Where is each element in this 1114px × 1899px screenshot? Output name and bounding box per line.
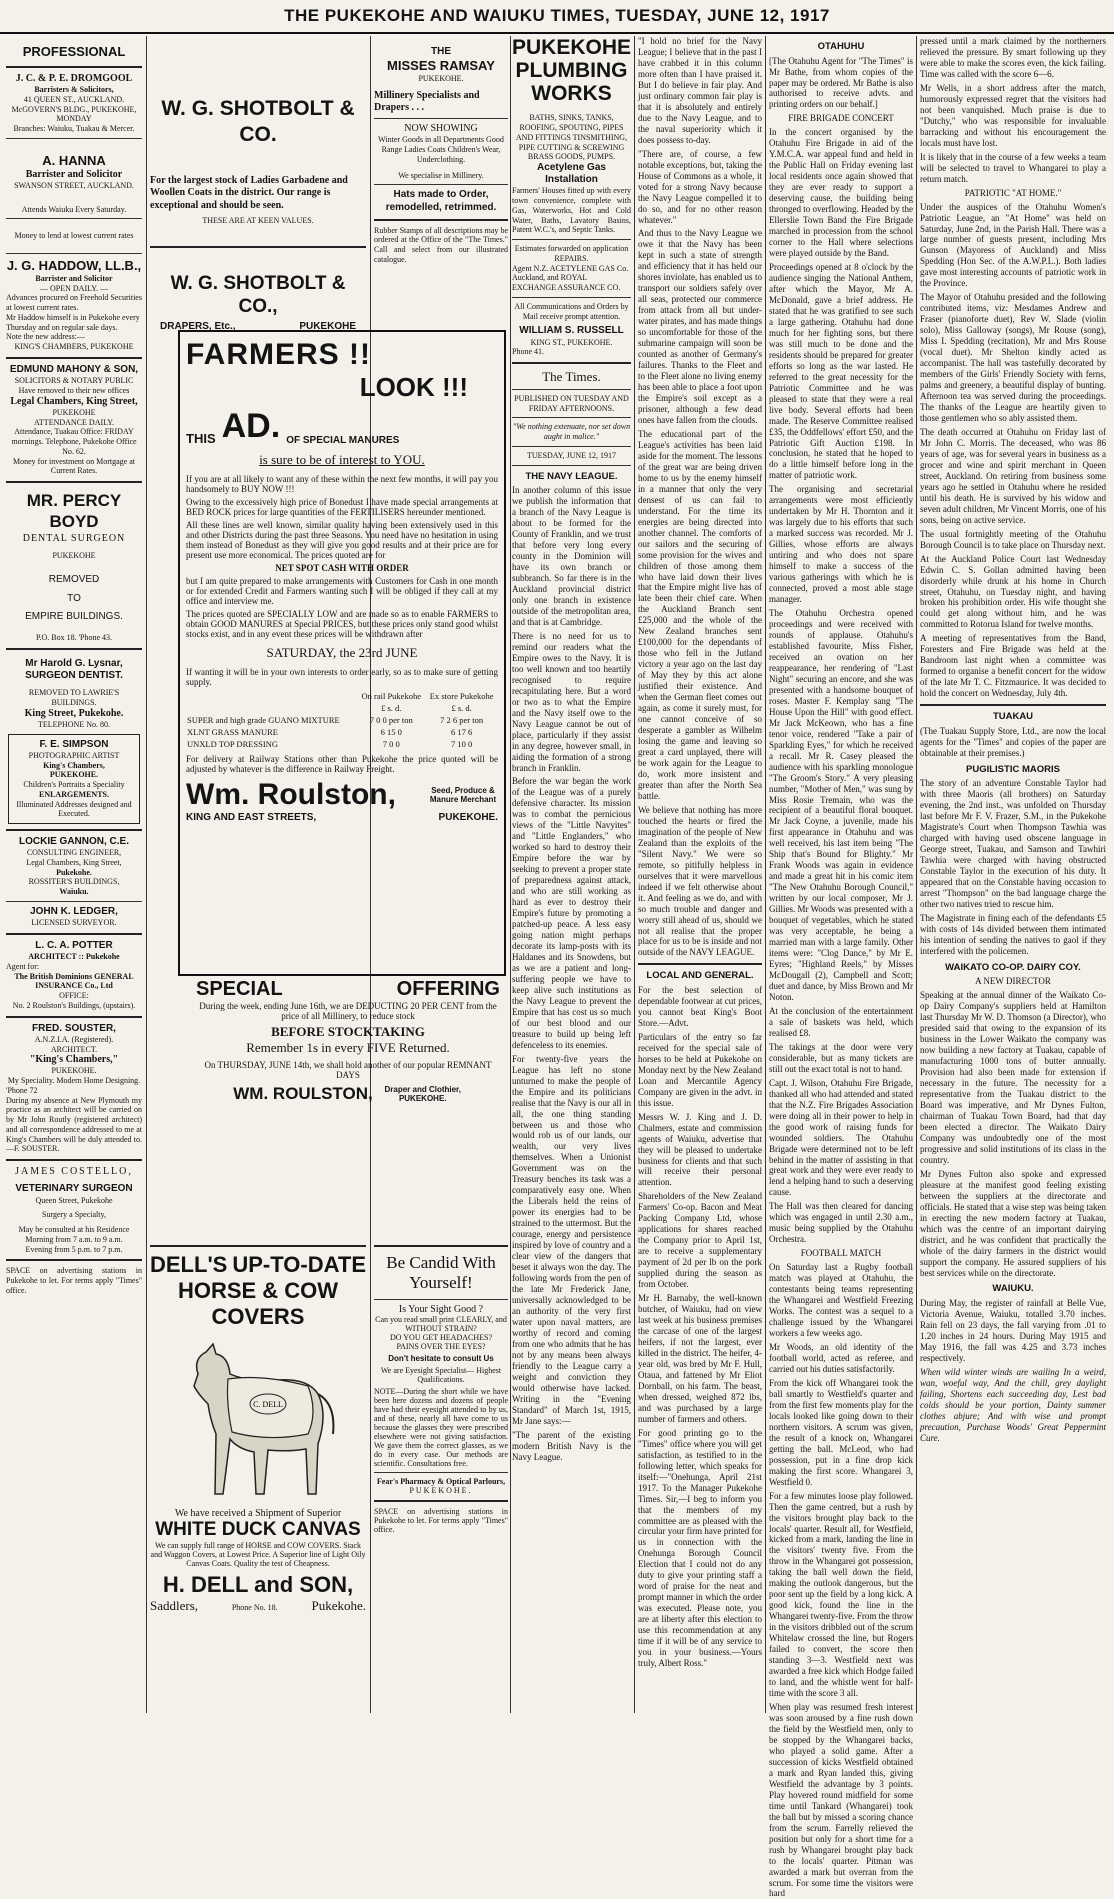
plumbing-editorial-column: PUKEKOHE PLUMBING WORKS BATHS, SINKS, TANKS, ROOFING, SPOUTING, PIPES AND FITTINGS TINSMITHING, PIPE CUTTING & SCREWING BRASS GOODS, PUMPS. Acetylene Gas Installation Farmers' Houses fitted up with every town convenience, complete with Gas, Waterworks, Hot and Cold Water, Baths, Lavatory Basins, Patent W.C.'s, and Septic Tanks. Estimates forwarded on application REPAIRS. Agent N.Z. ACETYLENE GAS Co. Auckland, and ROYAL EXCHANGE ASSURANCE CO. All Communications and Orders by Mail receive prompt attention. WILLIAM S. RUSSELL KING ST., PUKEKOHE. Phone 41. The Times. PUBLISHED ON TUESDAY AND FRIDAY AFTERNOONS. "We nothing extenuate, nor set down aught in malice." TUESDAY, JUNE 12, 1917 THE NAVY LEAGUE. In another column of this issue we publish the information that a branch of the Navy League is about to be formed for the County of Franklin, and we trust that before very long every county in the Dominion will have its own branch or subbranch. So far there is in the Auckland provincial district only one branch in existence outside of the metropolitan area, and that is at Cambridge. There is no need for us to remind our readers what the Empire owes to the Navy. It is too well known and too heartily recognised to require recapitulating here. But a word or two as to what the Empire and the Navy itself owe to the Navy League cannot be out of place, particularly if they assist in any degree, however small, in aiding the formation of a strong branch in Franklin. Before the war began the work of the League was of a purely defensive character. Its mission was to combat the pernicious views of the "Little Navyites" and "Little Englanders," who worked so hard to destroy their Empire before the war by seeking to prevent a proper state of preparedness against attack, and who are still working as hard as ever to destroy their Empire's future by promoting a patched-up peace. A less easy going nation might perhaps decorate its lamp-posts with its Haldanes and its Snowdens, but as we are a patient and long-suffering people we have to keep alive such institutions as the Navy League to prevent the Empire that has cost us so much of our best blood and our treasure to build up being left defenceless to its enemies. For twenty-five years the League has left no stone unturned to make the people of the Empire and its politicians realise that the Navy is our all in all, the one thing standing between us and those who would rob us of our lands, our wealth, our very lives themselves. When a Unionist Government was on the Treasury benches its task was a comparatively easy one. When the Liberals held the reins of power its energies had to be strained to the uttermost. But the courage, energy and persistence inspired by love of country and a clear view of the dangers that beset it always won the day. The following words from the pen of the late Mr Frederick Jane, universally acknowledged to be an authority of the very first water upon naval matters, are worthy of record and coming from one who admits that he has not by any means been always friendly to the League carry a weight and conviction they would otherwise have lacked. Writing in the "Evening Standard" of March 1st, 1915, Mr Jane says:— "The parent of the existing modern British Navy is the Navy League. bbox=[512, 36, 632, 1462]
ad-lysnar: Mr Harold G. Lysnar, SURGEON DENTIST. REMOVED TO LAWRIE'S BUILDINGS. King Street, Pukekohe. TELEPHONE No. 80. bbox=[24, 657, 124, 729]
section-header: PROFESSIONAL bbox=[22, 44, 126, 59]
ad-hanna: A. HANNA Barrister and Solicitor SWANSON STREET, AUCKLAND. Attends Waiuku Every Saturday. bbox=[14, 152, 134, 214]
local-general-heading: LOCAL AND GENERAL. bbox=[646, 970, 754, 982]
horse-illustration bbox=[168, 1334, 348, 1504]
ad-costello: JAMES COSTELLO, VETERINARY SURGEON Queen Street, Pukekohe Surgery a Specialty, May be consulted at his Residence Morning from 7 a.m. to 9 a.m. Evening from 5 p.m. to 7 p.m. bbox=[15, 1166, 133, 1254]
manure-price-table: On rail Pukekohe Ex store Pukekohe £ s. d. £ s. d. SUPER and high grade GUANO MIXTURE 7 0 0 per ton 7 2 6 per ton XLNT GRASS MANURE 6 15 0 6 17 6 UNXLD TOP DRESSING 7 0 0 7 10 0 bbox=[186, 690, 498, 750]
shotbolt-ads: W. G. SHOTBOLT & CO. For the largest stock of Ladies Garbadene and Woollen Coats in the district. Our range is exceptional and should be seen. THESE ARE AT KEEN VALUES. W. G. SHOTBOLT & CO., DRAPERS, Etc., PUKEKOHE bbox=[150, 36, 366, 326]
the-times-heading: The Times. bbox=[542, 369, 601, 385]
shotbolt-copy: For the largest stock of Ladies Garbadene and Woollen Coats in the district. Our range is exceptional and should be seen. bbox=[150, 175, 348, 211]
professional-column bbox=[6, 36, 142, 1713]
ad-simpson: F. E. SIMPSON PHOTOGRAPHIC ARTIST King's Chambers, PUKEKOHE. Children's Portraits a Speciality ENLARGEMENTS. Illuminated Addresses designed and Executed. bbox=[8, 734, 140, 824]
ad-mahony: EDMUND MAHONY & SON, SOLICITORS & NOTARY PUBLIC Have removed to their new offices Legal Chambers, King Street, PUKEKOHE ATTENDANCE DAILY. Attendance, Tuakau Office: FRIDAY mornings. Telephone, Pukekohe Office No. 62. Money for investment on Mortgage at Current Rates. bbox=[9, 363, 139, 476]
rubber-stamps-notice: Rubber Stamps of all descriptions may be ordered at the Office of the "The Times." Call and select from our illustrated catalogue. bbox=[374, 225, 508, 264]
farmers-ad: FARMERS !! LOOK !!! THIS AD. OF SPECIAL MANURES is sure to be of interest to YOU. If you are at all likely to want any of these within the next few months, it will pay you handsomely to BUY NOW !!! Owing to the excessively high price of Bonedust I have made special arrangements at BED ROCK prices for large quantities of the FERTILISERS hereunder mentioned. All these lines are well known, similar quality having been extensively used in this and other Districts during the past three Seasons. You need have no hesitation in using them instead of Bonedust as they will give you good results and at their price are for present use more economical. The prices quoted are for NET SPOT CASH WITH ORDER but I am quite prepared to make arrangements with Customers for Cash in one month or for extended Credit and Farmers wanting such I will be obliged if they call at my office and interview me. The prices quoted are SPECIALLY LOW and are made so as to enable FARMERS to obtain GOOD MANURES at Special PRICES, but these prices only stand good whilst stocks exist, and in any event these prices will be withdrawn after SATURDAY, the 23rd JUNE If wanting it will be in your own interests to order early, so as to make sure of getting supply. On rail Pukekohe Ex store Pukekohe £ s. d. £ s. d. SUPER and high grade GUANO MIXTURE 7 0 0 per ton 7 2 6 per ton XLNT GRASS MANURE 6 15 0 6 17 6 UNXLD TOP DRESSING 7 0 0 7 10 0 For delivery at Railway Stations other than Pukekohe the price quoted will be adjusted by whatever is the difference in Railway Freight. Wm. Roulston, Seed, Produce & Manure Merchant KING AND EAST STREETS, PUKEKOHE. bbox=[178, 330, 506, 976]
column-rule bbox=[146, 36, 147, 1713]
ramsay-name: MISSES RAMSAY bbox=[387, 58, 495, 74]
special-offering-ad: SPECIAL OFFERING During the week, ending June 16th, we are DEDUCTING 20 PER CENT from the price of all Millinery, to reduce stock BEFORE STOCKTAKING Remember 1s in every FIVE Returned. On THURSDAY, JUNE 14th, we shall hold another of our popular REMNANT DAYS WM. ROULSTON, Draper and Clothier, PUKEKOHE. bbox=[196, 978, 500, 1103]
ad-gannon: LOCKIE GANNON, C.E. CONSULTING ENGINEER, Legal Chambers, King Street, Pukekohe. ROSSITER'S BUILDINGS, Waiuku. bbox=[18, 836, 129, 897]
money-notice: Money to lend at lowest current rates bbox=[14, 231, 134, 241]
otahuhu-column: OTAHUHU [The Otahuhu Agent for "The Times" is Mr Bathe, from whom copies of the paper may be ordered. Mr Bathe is also authorised to receive advts. and printing orders on our behalf.] FIRE BRIGADE CONCERT In the concert organised by the Otahuhu Fire Brigade in aid of the Y.M.C.A. war appeal fund and held in the Public Hall on Friday evening last local residents once again showed that they are ever ready to support a deserving cause, the building being thronged to overflowing. Headed by the Ellerslie Town Band the Fire Brigade marched in procession from the school corner to the Hall where selections were played outside by the Band. Proceedings opened at 8 o'clock by the audience singing the National Anthem, after which the Mayor, Mr A. McDonald, gave a brief address. He stated that he was gratified to see such a large gathering. Otahuhu had done much for her fighting sons, but there was still much to be done and the residents should be prepared for greater efforts so long as the war lasted. He referred to the great necessity for the Patriotic Committee and he was pleased to state that they were a real live body. Several efforts had been made. The Reserve Committee realised £35, the Oddfellows' effort £50, and the Patriotic Gift Auction £198. In conclusion, he stated that he hoped to do a little himself before long in the matter of patriotic work. The organising and secretarial arrangements were most efficiently undertaken by Mr H. Thornton and it was largely due to his efforts that such a marked success was recorded. Mr J. Gillies, whose efforts are always untiring and who does not spare himself to make a success of the various gatherings with which he is connected, proved a most able stage manager. The Otahuhu Orchestra opened proceedings and were received with rounds of applause. Otahuhu's established favourite, Miss Fisher, received an ovation on her reappearance, her rendering of "Last Night" securing an encore, and she was presented with a handsome bouquet of roses. Master F. Kemplay sang "The House Upon the Hill" with good effect. Mr Jack McKeown, who has a fine tenor voice, rendered "Take a pair of Sparkling Eyes," for which he received a recall. Mr R. Casey pleased the audience with his sparkling monologue "The Groom's Story." A very pleasing number, "Mother of Men," was sung by Miss Rosie Tremain, who was the recipient of a beautiful floral bouquet. Mr Jack Coyne, a juvenile, made his first appearance in Otahuhu and was well received, his last item being "The Ship that's Bound for Blighty." Mr Frank Woods was again in evidence and made a great hit in his comic item "The New Otahuhu Borough Council," written by our local composer, Mr J. Gillies. Mr Woods was presented with a bouquet of vegetables, which he stated was very acceptable, he being a married man with a large family. Other items were: "Clog Dance," by Mr E. Eyres; "Highland Reels," by Misses McDougall (2), Campbell and Scott; duet and dance, by Miss Brown and Mr Noton. At the conclusion of the entertainment a sale of baskets was held, which realised £8. The takings at the door were very considerable, but as many tickets are still out the exact total is not to hand. Capt. J. Wilson, Otahuhu Fire Brigade, thanked all who had attended and stated that the N.Z. Fire Brigades Association were doing all in their power to help in the good work of raising funds for wounded soldiers. The Otahuhu Brigade were determined not to be left behind in the matter of assisting in that great work and they were ever ready to lend a helping hand to such a deserving cause. The Hall was then cleared for dancing which was engaged in until 2.30 a.m., music being supplied by the Otahuhu Orchestra. FOOTBALL MATCH On Saturday last a Rugby football match was played at Otahuhu, the contestants being teams representing the Whangarei and Westfield Freezing Works. The contest was a sequel to a challenge issued by the Whangarei workers a few weeks ago. Mr Woods, an old identity of the football world, acted as referee, and carried out his duties satisfactorily. From the kick off Whangarei took the ball smartly to Westfield's quarter and from the first few moments play for the locals looked like going down to their northern visitors. A scrum was given, the result of a knock on, Whangarei getting the ball. McLeod, who had possession, put in a fine drop kick making the first score. Whangarei 3, Westfield 0. For a few minutes loose play followed. Then the game centred, but a rush by the visitors brought play back to the locals' quarter. Result all, for Westfield, kicked from a mark, landing the line in the visitors' twenty five. From the throw in the Whangarei got possession, taking the ball well down the field, making the outlook dangerous, but the poor sent up the field by a long kick. A good kick, found the line in the Whangarei twenty-five. From the throw in the visitors dribbled out of the scrum Whitelaw crossed the line, but Rogers failed to convert, the score then standing 3—3. Westfield next was awarded a free kick which Hodge failed to land, and the whistle went for half-time with the score 3 all. When play was resumed fresh interest was soon aroused by a fine rush down the field by the Westfield men, only to be stopped by the Whangarei backs, who played a solid game. After a succession of kicks Westfield obtained a mark and Ryan landed this, giving Westfield the advantage by 3 points. Play hovered round midfield for some time until Tankard (Whangarei) took the ball but by missed a scoring chance from the scrum. Farrelly relieved the position but only for a short time for a rush by Whangarei brought play back to the locals' quarter. Pitman was awarded a mark but overran from the scrum. For some time the visitors were hard bbox=[769, 41, 913, 1899]
ramsay-ads: THE MISSES RAMSAY PUKEKOHE. Millinery Specialists and Drapers . . . NOW SHOWING Winter Goods in all Departments Good Range Ladies Coats Children's Wear, Underclothing. We specialise in Millinery. Hats made to Order, remodelled, retrimmed. Rubber Stamps of all descriptions may be ordered at the Office of the "The Times." Call and select from our illustrated catalogue. bbox=[374, 46, 508, 264]
farmers-title: FARMERS !! bbox=[186, 338, 371, 371]
ad-ledger: JOHN K. LEDGER, LICENSED SURVEYOR. bbox=[30, 905, 118, 928]
table-row: XLNT GRASS MANURE 6 15 0 6 17 6 bbox=[187, 727, 473, 737]
column-rule bbox=[765, 36, 766, 1713]
editorial-local-column: "I hold no brief for the Navy League; I believe that in the past I have crabbed it in this column more often than I have praised it. But I do believe in fair play. And just ordinary common fair play is that it is absolutely and entirely due to the Navy League, and to the naval superiority which it does possess to-day. "There are, of course, a few notable exceptions, but, taking the House of Commons as a whole, it voted for a strong Navy because the Navy League compelled it to do so, and for no other reason whatever." And thus to the Navy League we owe it that the Navy has been kept in such a state of strength and efficiency that it has held our shores inviolate, has enabled us to transport our soldiers safely over all seas, protected our commerce from attack from all but under-water pirates, and has made things so uncomfortable for those of the submarine campaign will soon be counted as another of Germany's failures. Thanks to the Fleet and to the Fleet alone no living enemy has been able to place a foot upon the Empire's soil except as a prisoner, although a few dead ones have fallen from the clouds. The educational part of the League's activities has been laid aside for the moment. The lessons of the great war are being driven home to us by the enemy himself in a manner that only the very densest of us can fail to understand. For the time its energies are being directed into another channel. The comforts of our sailors and the securing of some provision for the wives and children of those among them who have laid down their lives that the Empire might live has of late been their chief care. When the Auckland Branch sent £25,000 and the whole of the New Zealand branches sent £100,000 for the dependants of those who fell in the Jutland victory a year ago on the last day of May they by this act alone justified their existence. And when the German fleet comes out again, as come it surely must, for one cannot conceive of so desperate a gambler as Wilhelm losing the game and leaving so great a card unplayed, there will be work again for the League to do, work more insistent and greater than after the North Sea battle. We believe that nothing has more touched the hearts or fired the imagination of the people of New Zealand than the exploits of the "Silent Navy." We were so remote, so pitifully helpless in ourselves that it were marvellous indeed if we felt otherwise about it. And feeling as we do, and with so much trouble and danger and worry still ahead of us, should we not all realise that the proper place for us to be is inside and not outside of the NAVY LEAGUE. LOCAL AND GENERAL. For the best selection of dependable footwear at cut prices, you cannot beat King's Boot Store.—Advt. Particulars of the entry so far received for the special sale of horses to be held at Pukekohe on Monday next by the New Zealand Loan and Mercantile Agency Company are given in the advt. in this issue. Messrs W. J. King and J. D. Chalmers, estate and commission agents of Waiuku, advertise that they will be pleased to undertake business for clients and that such will receive their personal attention. Shareholders of the New Zealand Farmers' Co-op. Bacon and Meat Packing Company Ltd, whose applications for shares reached the Company prior to April 1st, are to receive a supplementary payment of 2d per lb on the pork supplied during the season as from October. Mr H. Barnaby, the well-known butcher, of Waiuku, had on view last week at his business premises the carcase of one of the largest heifers, if not the largest, ever killed in the district. The heifer, 4-year old, was bred by Mr F. Hull, Otaua, and fattened by Mr Eliot Dornball, on his farm. The beast, when dressed, weighed 872 lbs, and was purchased by a large number of farmers and others. For good printing go to the "Times" office where you will get satisfaction, as testified to in the following letter, which speaks for itself:—"Onehunga, April 21st 1917. To the Manager Pukekohe Times. Sir,—I beg to inform you that the members of my committee are as pleased with the circular your firm have printed for us in connection with the Onehunga Borough Council Election that I could not do any duty to give your printing staff a word of praise for the neat and prompt manner in which the order was executed. Please note, you are at liberty after this election to use this recommendation at any time if it will be of any service to you in your business.—Yours truly, Albert Ross." bbox=[638, 36, 762, 1669]
column-rule bbox=[916, 36, 917, 1713]
ad-potter: L. C. A. POTTER ARCHITECT :: Pukekohe Agent for: The British Dominions GENERAL INSURANCE Co., Ltd OFFICE: No. 2 Roulston's Buildings, (upstairs). bbox=[6, 939, 136, 1010]
table-row: UNXLD TOP DRESSING 7 0 0 7 10 0 bbox=[187, 739, 473, 749]
dell-horse-covers-ad: DELL'S UP-TO-DATE HORSE & COW COVERS C. DELL We have received a Shipment of Superior WHITE DUCK CANVAS We can supply full range of HORSE and COW COVERS. Stack and Waggon Covers, at Lowest Price. A Superior line of Light Oily Canvas Coats. Quality the test of Cheapness. H. DELL and SON, Saddlers, Phone No. 18. Pukekohe. bbox=[150, 1240, 366, 1710]
ad-dromgool: J. C. & P. E. DROMGOOL Barristers & Solicitors, 41 QUEEN ST., AUCKLAND. McGOVERN'S BLDG., PUKEKOHE, MONDAY Branches: Waiuku, Tuakau & Mercer. bbox=[11, 72, 137, 134]
waiuku-heading: WAIUKU. bbox=[992, 1283, 1034, 1295]
ad-souster: FRED. SOUSTER, A.N.Z.I.A. (Registered). ARCHITECT. "King's Chambers," PUKEKOHE. My Speciality. Modern Home Designing. 'Phone 72 During my absence at New Plymouth my practice as an architect will be carried on by Mr John Routly (registered architect) and all correspondence addressed to me at King's Chambers will be duly attended to.—F. SOUSTER. bbox=[6, 1022, 142, 1154]
shotbolt-name-2: W. G. SHOTBOLT & CO., bbox=[170, 272, 346, 317]
newspaper-title: THE PUKEKOHE AND WAIUKU TIMES, TUESDAY, JUNE 12, 1917 bbox=[284, 6, 830, 25]
masthead bbox=[0, 0, 1114, 34]
candid-optician-ad: Be Candid With Yourself! Is Your Sight Good ? Can you read small print CLEARLY, and WITHOUT STRAIN? DO YOU GET HEADACHES? PAINS OVER THE EYES? Don't hesitate to consult Us We are Eyesight Specialist— Highest Qualifications. NOTE—During the short while we have been here dozens and dozens of people have had their eyesight attended to by us, and of these, nearly all have come to us because the glasses they were prescribed elsewhere were not giving satisfaction. We gave them the correct glasses, as we do in every case. Our methods are scientific. Consultations free. Fear's Pharmacy & Optical Parlours, PUKEKOHE. SPACE on advertising stations in Pukekohe to let. For terms apply "Times" office. bbox=[374, 1240, 508, 1710]
editorial-heading: THE NAVY LEAGUE. bbox=[525, 470, 618, 482]
shotbolt-name: W. G. SHOTBOLT & CO. bbox=[161, 97, 355, 146]
column-rule bbox=[634, 36, 635, 1713]
space-notice: SPACE on advertising stations in Pukekohe to let. For terms apply "Times" office. bbox=[6, 1266, 142, 1295]
tuakau-heading: TUAKAU bbox=[992, 711, 1034, 723]
rug-monogram: C. DELL bbox=[253, 1400, 283, 1409]
ad-boyd: MR. PERCY BOYD DENTAL SURGEON PUKEKOHE REMOVED TO EMPIRE BUILDINGS. P.O. Box 18. 'Phone 43. bbox=[22, 491, 126, 643]
table-row: SUPER and high grade GUANO MIXTURE 7 0 0 per ton 7 2 6 per ton bbox=[187, 715, 484, 725]
roulston-name: Wm. Roulston, bbox=[186, 778, 396, 811]
otahuhu-tuakau-column: pressed until a mark claimed by the northerners relieved the pressure. By smart following up they were able to make the scores even, the kick failing. Time was called with the score 6—6. Mr Wells, in a short address after the match, humorously expressed regret that the visitors had not been vanquished. Much praise is due to "Dutchy," who was responsible for invaluable barracking and without his encouragement the locals must have lost. It is likely that in the course of a few weeks a team will be selected to travel to Whangarei to play a return match. PATRIOTIC "AT HOME." Under the auspices of the Otahuhu Women's Patriotic League, an "At Home" was held on Saturday, June 2nd, in the Parish Hall. There was a large number of guests present, including Mrs Gunson (Mayoress of Auckland) and Miss Spedding (Hon Sec. of the A.W.P.L.). Both ladies gave most interesting accounts of patriotic work in the Province. The Mayor of Otahuhu presided and the following contributed items, viz: Mesdames Andrew and Fraser (pianoforte duet), Rev W. Slade (violin solo), Miss Galloway (songs), Mr Rouse (song), Miss I. Spedding (recitation), Mr and Mrs Rouse (vocal duet). Mr Shelton kindly acted as accompanist. The hall was tastefully decorated by members of the Girls' Friendly Society with ferns, palms and greenery, a beautiful display of bunting. Afternoon tea was served during the proceedings. The thanks of the League are heartily given to those gentlemen who so ably assisted them. The death occurred at Otahuhu on Friday last of Mr John C. Morris. The deceased, who was 86 years of age, was for several years in business as a grocer and wine and spirit merchant in Queen street, Auckland. On retiring from business some years ago he settled in Otahuhu where he resided until his death. He is survived by his widow and seven adult children, Mr Vincent Morris, one of his sons, being on active service. The usual fortnightly meeting of the Otahuhu Borough Council is to take place on Thursday next. At the Auckland Police Court last Wednesday Edwin C. S. Gollan admitted having been disorderly while drunk at his home in Church street, Otahuhu, on Tuesday night, and having broken his prohibition order. His wife thought she could get along without him, and he was committed to Rotorua Island for twelve months. A meeting of representatives from the Band, Foresters and Fire Brigade was held at the Bandroom last night when a committee was formed to organise a benefit concert for the widow of the late Mr T. C. Fitzmaurice. It was decided to hold the concert on Wednesday, July 4th. TUAKAU (The Tuakau Supply Store, Ltd., are now the local agents for the "Times" and copies of the paper are obtainable at their premises.) PUGILISTIC MAORIS The story of an adventure Constable Taylor had with three Maoris (all brothers) on Saturday evening, the 2nd inst., was unfolded on Thursday last before Mr F. V. Frazer, S.M., in the Pukekohe Magistrate's Court when Thompson Tawhia was charged with having used obscene language in George street, Tuakau, and Samson and Tawhiri Tawhia were charged with having obstructed Constable Taylor in the execution of his duty. It appeared that on the Constable having occasion to arrest "Thompson" on the bad language charge the other two natives tried to rescue him. The Magistrate in fining each of the defendants £5 with costs of 14s divided between them intimated his intention of sending the natives to gaol if they interfered with the policemen. WAIKATO CO-OP. DAIRY COY. A NEW DIRECTOR Speaking at the annual dinner of the Waikato Co-op Dairy Company's suppliers held at Hamilton last Thursday Mr W. D. Thomson (a Director), who presided said that owing to the expansion of its business in the Lower Waikato the company was now building a new factory at Tuakau, capable of manufacturing 1000 tons of butter annually. Provision had also been made for extension if necessary in the future. The necessity for a representative from the Tuakau district to the Board was imperative, and Mr Dynes Fulton, chairman of Tuakau Town Board, had that day been elected a director. The Waikato Dairy Company was undoubtedly one of the most progressive and solid institutions of its class in the country. Mr Dynes Fulton also spoke and expressed pleasure at the manifest good feeling existing between the suppliers at the directorate and officials. He stated that a wise step was being taken in erecting the new modern factory at Tuakau, which was the centre of an important dairying district, and he was confident that practically the whole of the dairy farmers in the district would support the company. He assured suppliers of his best services while on the directorate. WAIUKU. During May, the register of rainfall at Belle Vue, Victoria Avenue, Waiuku, totalled 3.70 inches. Rain fell on 23 days, the fall varying from .01 to 1.20 inches in 24 hours. During May 1915 and May 1916, the fall was 4.25 and 3.73 inches respectively. When wild winter winds are wailing In a weird, wan, woeful way, And the chill, grey daylight failing, Shortens each succeeding day, Lest bad colds should be your portion, Dainty summer clothes abjure; And with wise and prompt precaution, Purchase Woods' Great Peppermint Cure. bbox=[920, 36, 1106, 1443]
ad-haddow: J. G. HADDOW, LL.B., Barrister and Solicitor — OPEN DAILY. — Advances procured on Freehold Securities at lowest current rates. Mr Haddow himself is in Pukekohe every Thursday and on regular sale days. Note the new address:— KING'S CHAMBERS, PUKEKOHE bbox=[6, 258, 142, 352]
plumbing-title: PUKEKOHE PLUMBING WORKS bbox=[512, 36, 632, 106]
otahuhu-heading: OTAHUHU bbox=[817, 41, 865, 52]
column-rule bbox=[510, 36, 511, 1713]
